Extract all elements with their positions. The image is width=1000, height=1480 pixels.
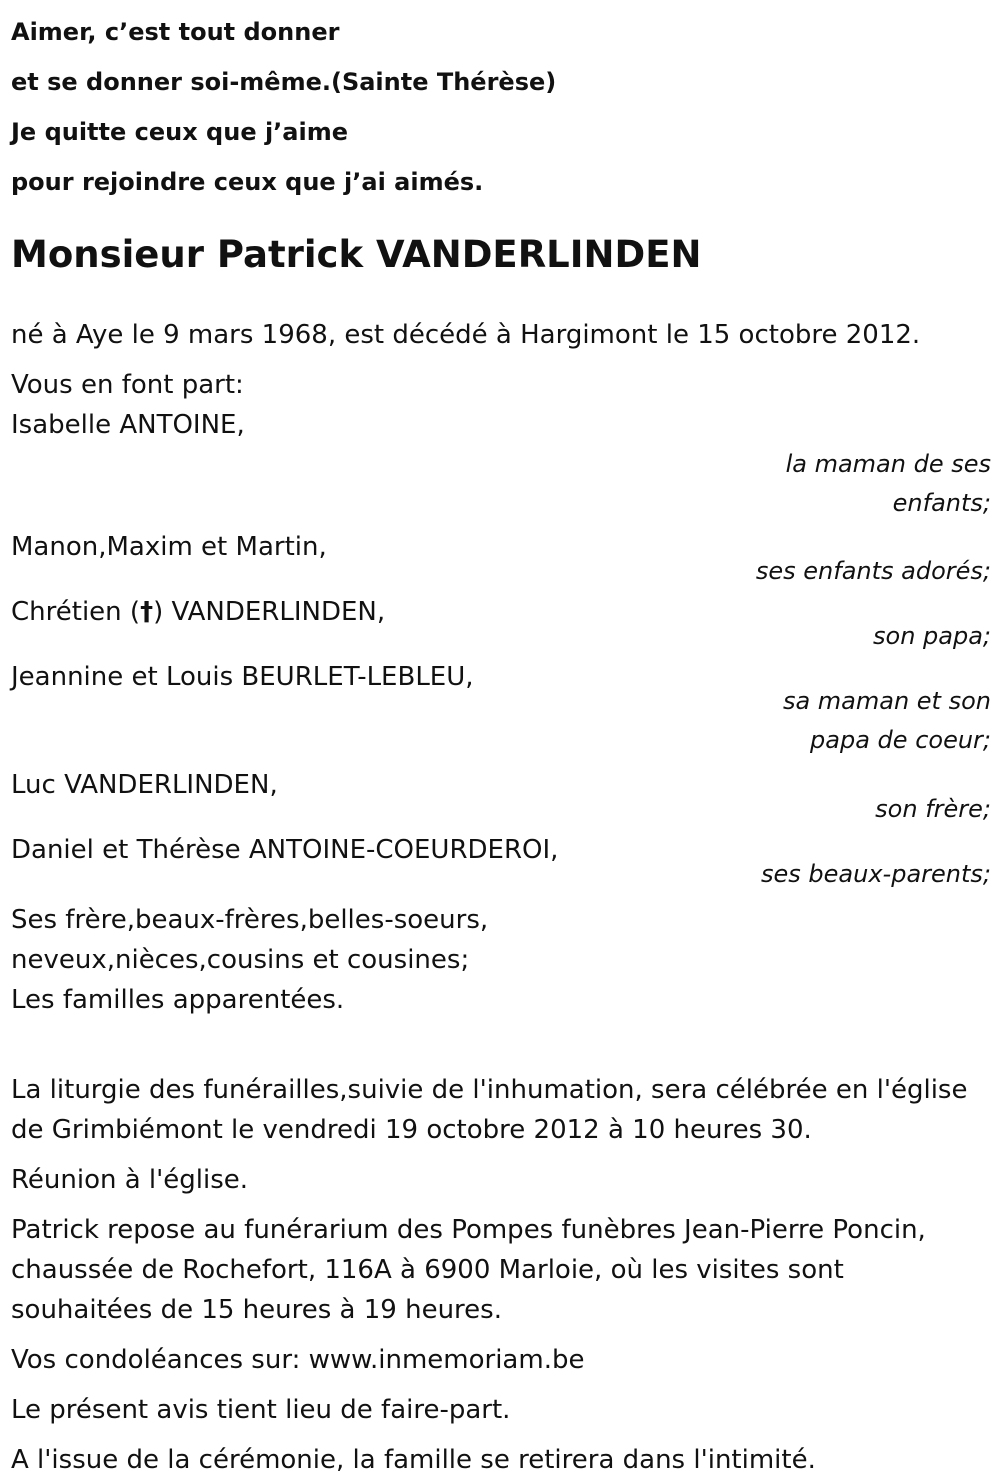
mourner-relation: ses beaux-parents; [761,860,991,888]
mourner-entry [11,765,991,829]
rest-line: souhaitées de 15 heures à 19 heures. [11,1295,502,1325]
extended-family-line: Ses frère,beaux-frères,belles-soeurs, [11,905,489,935]
mourner-name-part: ) VANDERLINDEN, [153,597,386,627]
intimacy-line: A l'issue de la cérémonie, la famille se retirera dans l'intimité. [11,1445,816,1475]
extended-family-line: Les familles apparentées. [11,985,345,1015]
mourner-entry [11,527,991,591]
mourner-name: Isabelle ANTOINE, [11,410,245,440]
mourner-name-part: Chrétien ( [11,597,141,627]
mourner-relation: son papa; [873,622,991,650]
mourner-name: Jeannine et Louis BEURLET-LEBLEU, [11,662,474,692]
mourner-entry [11,830,991,894]
condolences-line: Vos condoléances sur: www.inmemoriam.be [11,1345,585,1375]
funeral-line: La liturgie des funérailles,suivie de l'inhumation, sera célébrée en l'église [11,1075,968,1105]
announcement-intro: Vous en font part: [11,370,244,400]
mourner-name: Daniel et Thérèse ANTOINE-COEURDEROI, [11,835,559,865]
mourner-relation: la maman de ses enfants; [785,450,991,517]
mourner-name: Manon,Maxim et Martin, [11,532,327,562]
meeting-note: Réunion à l'église. [11,1165,249,1195]
obituary-notice [11,0,991,1480]
rest-line: Patrick repose au funérarium des Pompes funèbres Jean-Pierre Poncin, [11,1215,926,1245]
rest-line: chaussée de Rochefort, 116A à 6900 Marloie, où les visites sont [11,1255,844,1285]
mourner-relation: ses enfants adorés; [755,557,991,585]
opening-quote [11,0,991,207]
deceased-name-title: Monsieur Patrick VANDERLINDEN [11,233,702,276]
extended-family-line: neveux,nièces,cousins et cousines; [11,945,470,975]
quote-line: Aimer, c’est tout donner [11,18,340,46]
funeral-details [11,1070,991,1150]
rest-details [11,1210,991,1330]
mourner-name: Luc VANDERLINDEN, [11,770,278,800]
cross-icon: † [140,597,154,627]
funeral-line: de Grimbiémont le vendredi 19 octobre 2012 à 10 heures 30. [11,1115,812,1145]
mourner-relation: son frère; [875,795,991,823]
quote-line: pour rejoindre ceux que j’ai aimés. [11,168,484,196]
quote-line: Je quitte ceux que j’aime [11,118,349,146]
extended-family [11,900,991,1020]
birth-death-line: né à Aye le 9 mars 1968, est décédé à Hargimont le 15 octobre 2012. [11,320,921,350]
mourner-relation: sa maman et son papa de coeur; [782,687,991,754]
mourner-entry [11,592,991,656]
mourners-list [11,405,991,894]
mourner-entry [11,405,991,523]
notice-line: Le présent avis tient lieu de faire-part. [11,1395,511,1425]
mourner-entry [11,657,991,760]
quote-line: et se donner soi-même.(Sainte Thérèse) [11,68,557,96]
